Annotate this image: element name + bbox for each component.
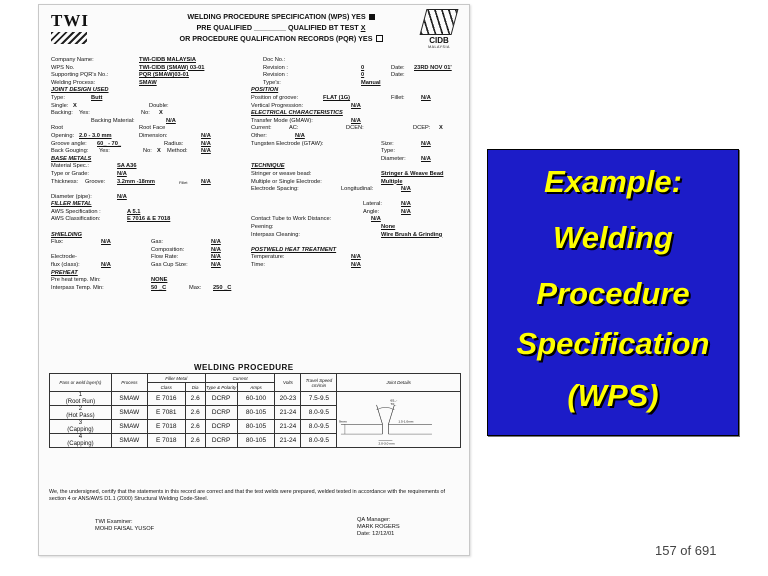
header-dia: Dia xyxy=(185,383,205,392)
electrode-flux-class-label: flux (class): xyxy=(51,262,80,269)
pass-name: (Capping) xyxy=(67,440,94,447)
joint-details-cell xyxy=(337,392,461,448)
fillet-position-value: N/A xyxy=(421,94,431,101)
back-gouging-no-label: No: xyxy=(143,148,152,155)
table-row xyxy=(50,392,461,406)
gas-cup-label: Gas Cup Size: xyxy=(151,262,188,269)
revision-2-value: 0 xyxy=(361,72,365,79)
back-gouging-label: Back Gouging: xyxy=(51,148,89,155)
header-current: Current xyxy=(205,374,275,383)
process-cell: SMAW xyxy=(111,434,147,448)
welding-procedure-title: WELDING PROCEDURE xyxy=(194,363,294,372)
pass-number: 3 xyxy=(78,420,83,426)
header-polarity: Type & Polarity xyxy=(206,384,237,390)
types-value: Manual xyxy=(361,79,381,86)
electrode-flux-label: Electrode- xyxy=(51,254,77,261)
postweld-heading: POSTWELD HEAT TREATMENT xyxy=(251,246,337,253)
heading-line-3: OR PROCEDURE QUALIFICATION RECORDS (PQR) YES xyxy=(179,34,373,43)
pass-name: (Root Run) xyxy=(65,398,96,405)
thickness-label: Thickness: xyxy=(51,178,79,185)
stringer-label: Stringer or weave bead: xyxy=(251,170,312,177)
volts-cell: 21-24 xyxy=(275,434,301,448)
volts-cell: 20-23 xyxy=(275,392,301,406)
empty-checkbox-icon xyxy=(376,35,383,42)
pass-cell xyxy=(50,434,112,448)
single-label: Single: xyxy=(51,102,69,109)
header-volts: Volts xyxy=(275,374,301,392)
material-spec-label: Material Spec.: xyxy=(51,163,89,170)
title-line-2: Welding xyxy=(553,220,673,255)
backing-no-value: X xyxy=(159,110,163,117)
examiner-name: MOHD FAISAL YUSOF xyxy=(95,526,155,532)
date-1-value: 23RD NOV 01' xyxy=(414,64,452,71)
qa-signature xyxy=(357,517,400,538)
multiple-electrode-label: Multiple or Single Electrode: xyxy=(251,178,322,185)
interpass-cleaning-value: Wire Brush & Grinding xyxy=(381,231,443,238)
dcep-label: DCEP: xyxy=(413,125,431,132)
aws-class-value: E 7016 & E 7018 xyxy=(127,216,171,223)
company-name-value: TWI-CIDB MALAYSIA xyxy=(139,57,196,63)
material-spec-value: SA A36 xyxy=(117,163,137,170)
current-label: Current: xyxy=(251,125,272,132)
pass-cell xyxy=(50,406,112,420)
groove-position-value: FLAT (1G) xyxy=(323,94,351,101)
back-gouging-yes-label: Yes: xyxy=(99,148,110,155)
date-2-label: Date: xyxy=(391,72,405,79)
process-cell: SMAW xyxy=(111,406,147,420)
cidb-logo xyxy=(419,9,459,49)
twi-logo-stripes-icon xyxy=(51,32,87,44)
volts-cell: 21-24 xyxy=(275,420,301,434)
header-filler-metal: Filler Metal xyxy=(147,374,205,383)
cidb-logo-subtext: MALAYSIA xyxy=(428,45,450,49)
preheat-heading: PREHEAT xyxy=(51,269,78,276)
tungsten-label: Tungsten Electrode (GTAW): xyxy=(251,140,324,147)
welding-procedure-table xyxy=(49,373,461,448)
tungsten-size-label: Size: xyxy=(381,140,394,147)
thickness-fillet-value: N/A xyxy=(201,178,211,185)
pass-number: 2 xyxy=(78,406,83,412)
welding-process-label: Welding Process: xyxy=(51,79,96,86)
pqr-no-label: Supporting PQR's No.: xyxy=(51,72,109,79)
root-face-value: N/A xyxy=(201,132,211,139)
backing-no-label: No: xyxy=(141,110,150,117)
radius-value: N/A xyxy=(201,140,211,147)
dia-cell: 2.6 xyxy=(185,434,205,448)
title-line-4: Specification xyxy=(516,326,710,361)
dcen-label: DCEN: xyxy=(346,125,364,132)
heading-line-2-mark: X xyxy=(360,23,366,32)
opening-label: Opening: xyxy=(51,132,75,139)
peening-value: None xyxy=(381,224,396,231)
class-cell: E 7018 xyxy=(147,434,185,448)
other-label: Other: xyxy=(251,132,267,139)
gas-cup-value: N/A xyxy=(211,262,221,269)
amps-cell: 80-105 xyxy=(237,406,275,420)
groove-position-label: Position of groove: xyxy=(251,94,299,101)
ac-label: AC: xyxy=(289,125,299,132)
revision-2-label: Revision : xyxy=(263,72,288,79)
pqr-no-value: PQR (SMAW)03-01 xyxy=(139,72,189,79)
root-face-label: Root Face xyxy=(139,125,166,132)
method-label: Method: xyxy=(167,148,188,155)
class-cell: E 7018 xyxy=(147,420,185,434)
backing-material-value: N/A xyxy=(166,117,176,124)
longitudinal-label: Longitudinal: xyxy=(341,186,374,193)
form-left-column xyxy=(51,57,251,292)
interpass-max-value: 250 _C xyxy=(213,284,232,291)
polarity-cell: DCRP xyxy=(205,392,237,406)
header-pass: Pass or weld layer(s) xyxy=(50,374,112,392)
joint-angle-label: 65_- xyxy=(390,399,398,403)
other-value: N/A xyxy=(295,132,305,139)
header-amps: Amps xyxy=(237,383,275,392)
title-line-1: Example: xyxy=(544,164,682,199)
dia-cell: 2.6 xyxy=(185,406,205,420)
filler-metal-heading: FILLER METAL xyxy=(51,201,92,208)
position-heading: POSITION xyxy=(251,87,279,94)
revision-1-value: 0 xyxy=(361,64,365,71)
speed-cell: 8.0-9.5 xyxy=(301,434,337,448)
company-name-label: Company Name: xyxy=(51,57,94,63)
joint-angle-label-2: 70_ xyxy=(390,402,397,406)
pass-number: 4 xyxy=(78,434,83,440)
root-face-dimension-label: Dimension: xyxy=(139,132,168,139)
tungsten-diameter-label: Diameter: xyxy=(381,155,406,162)
electrode-spacing-label: Electrode Spacing: xyxy=(251,186,299,193)
amps-cell: 80-105 xyxy=(237,420,275,434)
flow-rate-label: Flow Rate: xyxy=(151,254,179,261)
heading-line-1: WELDING PROCEDURE SPECIFICATION (WPS) YES xyxy=(187,12,366,21)
tungsten-diameter-value: N/A xyxy=(421,155,431,162)
back-gouging-no-value: X xyxy=(157,148,161,155)
welding-process-value: SMAW xyxy=(139,79,157,86)
tungsten-size-value: N/A xyxy=(421,140,431,147)
joint-type-value: Butt xyxy=(91,94,103,101)
class-cell: E 7016 xyxy=(147,392,185,406)
process-cell: SMAW xyxy=(111,420,147,434)
page-counter: 157 of 691 xyxy=(655,543,717,558)
date-1-label: Date: xyxy=(391,64,405,71)
composition-value: N/A xyxy=(211,246,221,253)
interpass-min-value: 50 _C xyxy=(151,284,167,291)
lateral-value: N/A xyxy=(401,201,411,208)
electrical-heading: ELECTRICAL CHARACTERISTICS xyxy=(251,110,343,117)
pwht-temperature-label: Temperature: xyxy=(251,254,285,261)
dia-cell: 2.6 xyxy=(185,420,205,434)
pipe-diameter-label: Diameter (pipe): xyxy=(51,193,92,200)
volts-cell: 21-24 xyxy=(275,406,301,420)
technique-heading: TECHNIQUE xyxy=(251,163,285,170)
pwht-time-value: N/A xyxy=(351,262,361,269)
doc-no-label: Doc No.: xyxy=(263,57,286,63)
types-label: Type's: xyxy=(263,79,281,86)
speed-cell: 7.5-9.5 xyxy=(301,392,337,406)
filled-checkbox-icon xyxy=(369,14,375,20)
thickness-groove-value: 3.2mm -18mm xyxy=(117,178,155,185)
joint-diagram xyxy=(337,392,460,447)
document-heading: WELDING PROCEDURE SPECIFICATION (WPS) YES PRE QUALIFIED ________ QUALIFIED BT TEST X OR PROCEDURE QUALIFICATION RECORDS (PQR) YES xyxy=(131,11,431,44)
header-travel-speed: Travel Speed cm/min xyxy=(301,374,337,392)
tungsten-type-label: Type: xyxy=(381,148,395,155)
interpass-cleaning-label: Interpass Cleaning: xyxy=(251,231,301,238)
fillet-position-label: Fillet: xyxy=(391,94,405,101)
longitudinal-value: N/A xyxy=(401,186,411,193)
type-grade-label: Type or Grade: xyxy=(51,170,89,177)
cidb-logo-text: CIDB xyxy=(429,36,449,45)
joint-gap-label: 1.5-1.0mm xyxy=(398,420,414,424)
single-value: X xyxy=(73,102,77,109)
transfer-mode-label: Transfer Mode (GMAW): xyxy=(251,117,313,124)
qa-name: MARK ROGERS xyxy=(357,524,400,530)
electrode-flux-value: N/A xyxy=(101,262,111,269)
speed-cell: 8.0-9.5 xyxy=(301,420,337,434)
heading-line-2-pre: PRE QUALIFIED xyxy=(196,23,253,32)
thickness-groove-label: Groove: xyxy=(85,178,106,185)
flux-value: N/A xyxy=(101,239,111,246)
groove-angle-label: Groove angle: xyxy=(51,140,87,147)
joint-type-label: Type: xyxy=(51,94,65,101)
examiner-signature xyxy=(95,519,154,533)
interpass-min-label: Interpass Temp. Min: xyxy=(51,284,104,291)
qa-date: Date: 12/12/01 xyxy=(357,531,395,537)
header-joint-details: Joint Details xyxy=(337,374,461,392)
radius-label: Radius: xyxy=(164,140,184,147)
peening-label: Peening: xyxy=(251,224,274,231)
backing-label: Backing: xyxy=(51,110,73,117)
examiner-label: TWI Examiner: xyxy=(95,519,133,525)
method-value: N/A xyxy=(201,148,211,155)
joint-thickness-label: 9mm xyxy=(339,420,348,424)
form-right-column xyxy=(251,57,466,270)
root-opening-value: 2.0 - 3.0 mm xyxy=(79,132,112,139)
groove-angle-value: 60_ - 70_ xyxy=(97,140,122,147)
certification-statement: We, the undersigned, certify that the statements in this record are correct and that the test welds were prepared, welded tested in accordance with the requirements of section 4 or ANS/AWS D1.1 (2000) Structural Welding Code-Steel. xyxy=(49,489,446,502)
pass-name: (Capping) xyxy=(67,426,94,433)
multiple-electrode-value: Multiple xyxy=(381,178,403,185)
shielding-heading: SHIELDING xyxy=(51,231,82,238)
heading-line-2-post: QUALIFIED BT TEST xyxy=(288,23,359,32)
vertical-progression-label: Vertical Progression: xyxy=(251,102,304,109)
interpass-max-label: Max: xyxy=(189,284,202,291)
polarity-cell: DCRP xyxy=(205,420,237,434)
wps-no-label: WPS No. xyxy=(51,64,75,71)
stringer-value: Stringer & Weave Bead xyxy=(381,170,444,177)
pass-cell xyxy=(50,392,112,406)
flow-rate-value: N/A xyxy=(211,254,221,261)
joint-design-heading: JOINT DESIGN USED xyxy=(51,87,109,94)
root-label: Root xyxy=(51,125,64,132)
process-cell: SMAW xyxy=(111,392,147,406)
title-line-3: Procedure xyxy=(536,276,690,311)
document-header xyxy=(39,5,469,51)
header-class: Class xyxy=(147,383,185,392)
double-label: Double: xyxy=(149,102,169,109)
cidb-logo-mark-icon xyxy=(420,9,459,35)
angle-value: N/A xyxy=(401,208,411,215)
transfer-mode-value: N/A xyxy=(351,117,361,124)
aws-spec-value: A 5.1 xyxy=(127,208,141,215)
revision-1-label: Revision : xyxy=(263,64,288,71)
backing-yes-label: Yes: xyxy=(79,110,90,117)
pwht-time-label: Time: xyxy=(251,262,266,269)
dia-cell: 2.6 xyxy=(185,392,205,406)
amps-cell: 80-105 xyxy=(237,434,275,448)
gas-label: Gas: xyxy=(151,239,164,246)
contact-tube-label: Contact Tube to Work Distance: xyxy=(251,216,332,223)
aws-class-label: AWS Classification: xyxy=(51,216,101,223)
title-line-5: (WPS) xyxy=(567,378,659,413)
pwht-temperature-value: N/A xyxy=(351,254,361,261)
base-metals-heading: BASE METALS xyxy=(51,155,92,162)
lateral-label: Lateral: xyxy=(363,201,382,208)
thickness-fillet-label: Fillet xyxy=(179,179,188,185)
angle-label: Angle: xyxy=(363,208,380,215)
backing-material-label: Backing Material: xyxy=(91,117,135,124)
twi-logo-text: TWI xyxy=(51,11,89,30)
pipe-diameter-value: N/A xyxy=(117,193,127,200)
pass-number: 1 xyxy=(78,392,83,398)
pass-name: (Hot Pass) xyxy=(66,412,95,419)
type-grade-value: N/A xyxy=(117,170,127,177)
wps-no-value: TWI-CIDB (SMAW) 03-01 xyxy=(139,64,205,71)
class-cell: E 7081 xyxy=(147,406,185,420)
amps-cell: 60-100 xyxy=(237,392,275,406)
polarity-cell: DCRP xyxy=(205,434,237,448)
pass-cell xyxy=(50,420,112,434)
qa-label: QA Manager: xyxy=(357,517,391,523)
speed-cell: 8.0-9.5 xyxy=(301,406,337,420)
vertical-progression-value: N/A xyxy=(351,102,361,109)
dcep-value: X xyxy=(439,125,443,132)
preheat-min-value: NONE xyxy=(151,277,168,284)
gas-value: N/A xyxy=(211,239,221,246)
contact-tube-value: N/A xyxy=(371,216,381,223)
composition-label: Composition: xyxy=(151,246,185,253)
slide-title-box xyxy=(487,149,739,436)
header-process: Process xyxy=(111,374,147,392)
twi-logo xyxy=(51,11,87,45)
aws-spec-label: AWS Specification : xyxy=(51,208,101,215)
preheat-min-label: Pre heat temp. Min: xyxy=(51,277,101,284)
wps-document xyxy=(38,4,470,556)
flux-label: Flux: xyxy=(51,239,64,246)
joint-root-label: 2.0-3.0 mm xyxy=(378,441,395,446)
polarity-cell: DCRP xyxy=(205,406,237,420)
